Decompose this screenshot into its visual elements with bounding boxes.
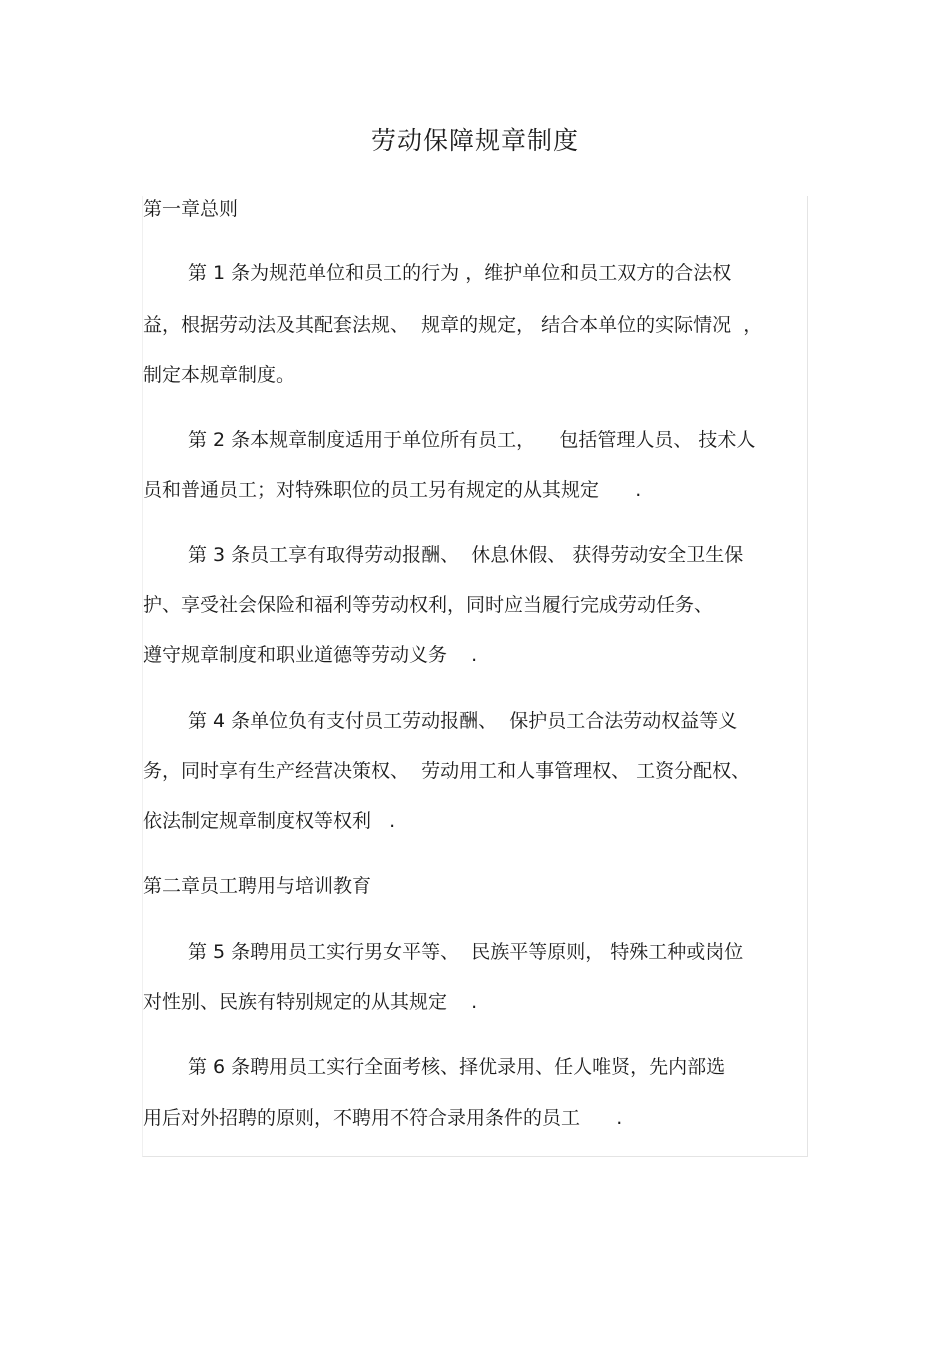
- article-1-line-2: 益，根据劳动法及其配套法规、 规章的规定， 结合本单位的实际情况 ，: [143, 314, 763, 336]
- article-5-line-2: 对性别、民族有特别规定的从其规定 .: [143, 991, 478, 1013]
- article-1-line-1: 第 1 条为规范单位和员工的行为 ，维护单位和员工双方的合法权: [188, 262, 732, 284]
- article-6-line-2: 用后对外招聘的原则，不聘用不符合录用条件的员工 .: [143, 1107, 623, 1129]
- article-1-line-3: 制定本规章制度。: [143, 364, 296, 386]
- article-2-line-2: 员和普通员工；对特殊职位的员工另有规定的从其规定 .: [143, 479, 642, 501]
- article-2-line-1: 第 2 条本规章制度适用于单位所有员工， 包括管理人员、 技术人: [188, 429, 756, 451]
- article-5-line-1: 第 5 条聘用员工实行男女平等、 民族平等原则， 特殊工种或岗位: [188, 941, 744, 963]
- document-body: [142, 196, 808, 1157]
- article-3-line-1: 第 3 条员工享有取得劳动报酬、 休息休假、 获得劳动安全卫生保: [188, 544, 744, 566]
- article-6-line-1: 第 6 条聘用员工实行全面考核、择优录用、任人唯贤，先内部选: [188, 1056, 726, 1078]
- article-4-line-2: 务，同时享有生产经营决策权、 劳动用工和人事管理权、 工资分配权、: [143, 760, 751, 782]
- article-4-line-3: 依法制定规章制度权等权利 .: [143, 810, 396, 832]
- article-4-line-1: 第 4 条单位负有支付员工劳动报酬、 保护员工合法劳动权益等义: [188, 710, 738, 732]
- article-3-line-2: 护、享受社会保险和福利等劳动权利，同时应当履行完成劳动任务、: [143, 594, 714, 616]
- document-title: 劳动保障规章制度: [370, 126, 579, 155]
- chapter-2-heading: 第二章员工聘用与培训教育: [143, 875, 372, 897]
- article-3-line-3: 遵守规章制度和职业道德等劳动义务 .: [143, 644, 478, 666]
- chapter-1-heading: 第一章总则: [143, 198, 239, 220]
